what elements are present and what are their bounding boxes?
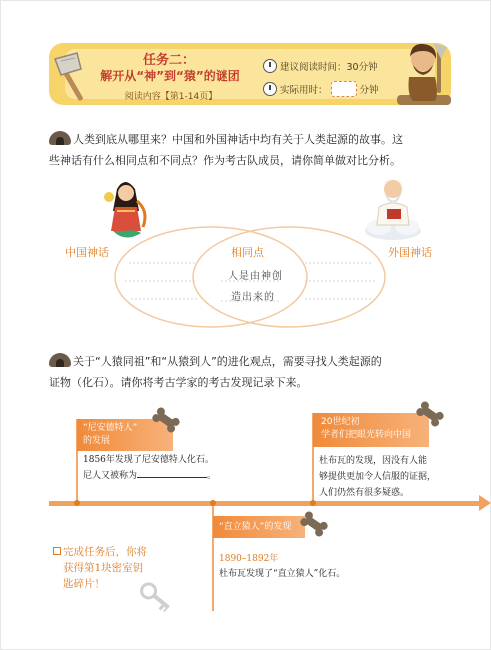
century20-line2: 够提供更加令人信服的证据，	[319, 472, 437, 482]
neanderthal-answer-blank[interactable]	[137, 468, 207, 478]
clock-icon	[263, 82, 277, 96]
timeline-bar	[49, 501, 479, 506]
caveman-illustration	[393, 37, 455, 109]
neanderthal-text: 1856年发现了尼安德特人化石。 尼人又被称为 。	[83, 455, 217, 481]
timeline-dot	[210, 500, 216, 506]
bone-icon	[151, 405, 181, 435]
venn-right-ellipse	[193, 227, 385, 327]
venn-center-line1: 人是由神创	[228, 271, 283, 282]
venn-right-label: 外国神话	[388, 246, 432, 259]
section1-text	[49, 129, 449, 171]
timeline-arrow	[479, 495, 491, 511]
erectus-header: “直立猿人”的发现	[213, 516, 305, 538]
section2-text	[49, 351, 449, 393]
suggested-time-row	[263, 59, 378, 73]
erectus-line: 杜布瓦发现了“直立猿人”化石。	[219, 569, 346, 579]
timeline-dot	[74, 500, 80, 506]
neanderthal-line2: 尼人又被称为	[83, 471, 138, 481]
century20-header-line2: 学者们把眼光转向中国	[321, 430, 412, 440]
section1-line2: 些神话有什么相同点和不同点？作为考古队成员，请你简单做对比分析。	[49, 154, 401, 167]
tip-line2: 获得第1块密室钥	[63, 562, 144, 574]
century20-header-line1: 20世纪初	[321, 417, 360, 427]
century20-line3: 人们仍然有很多疑惑。	[319, 488, 410, 498]
century20-header	[313, 413, 429, 447]
century20-text	[319, 453, 436, 501]
reward-tip	[63, 544, 147, 592]
section1-line1: 人类到底从哪里来？中国和外国神话中均有关于人类起源的故事。这	[73, 133, 403, 146]
clock-icon	[263, 59, 277, 73]
chinese-goddess-illustration	[95, 171, 155, 243]
tip-line1: 完成任务后，你将	[63, 546, 147, 558]
erectus-year: 1890–1892年	[219, 554, 279, 564]
section2-line2: 证物（化石）。请你将考古学家的考古发现记录下来。	[49, 376, 308, 389]
task-subtitle: 解开从“神”到“猿”的谜团	[100, 69, 240, 83]
task-title: 任务二：	[142, 53, 195, 68]
venn-center-label: 相同点	[231, 246, 264, 259]
tip-checkbox	[53, 547, 61, 555]
erectus-text	[219, 552, 345, 582]
suggested-time-label: 建议阅读时间：30分钟	[280, 62, 378, 73]
actual-time-label: 实际用时：	[280, 85, 328, 96]
actual-time-row	[263, 81, 379, 97]
neanderthal-line1: 1856年发现了尼安德特人化石。	[83, 455, 214, 465]
bone-icon	[299, 509, 329, 539]
cave-icon	[49, 353, 71, 367]
neanderthal-header-line2: 的发展	[83, 436, 111, 446]
actual-time-unit: 分钟	[359, 85, 379, 96]
key-icon	[137, 581, 177, 615]
venn-center-line2: 造出来的	[231, 292, 275, 303]
neanderthal-header-line1: “尼安德特人”	[83, 423, 138, 433]
century20-line1: 杜布瓦的发现，因没有人能	[319, 456, 428, 466]
section2-line1: 关于“人猿同祖”和“从猿到人”的进化观点，需要寻找人类起源的	[73, 355, 382, 368]
tip-line3: 匙碎片！	[63, 578, 105, 590]
venn-left-label: 中国神话	[65, 246, 109, 259]
western-god-illustration	[361, 169, 425, 241]
timeline-dot	[310, 500, 316, 506]
actual-time-input[interactable]	[331, 81, 357, 97]
bone-icon	[415, 399, 445, 429]
cave-icon	[49, 131, 71, 145]
reading-range: 阅读内容【第1-14页】	[124, 92, 218, 102]
